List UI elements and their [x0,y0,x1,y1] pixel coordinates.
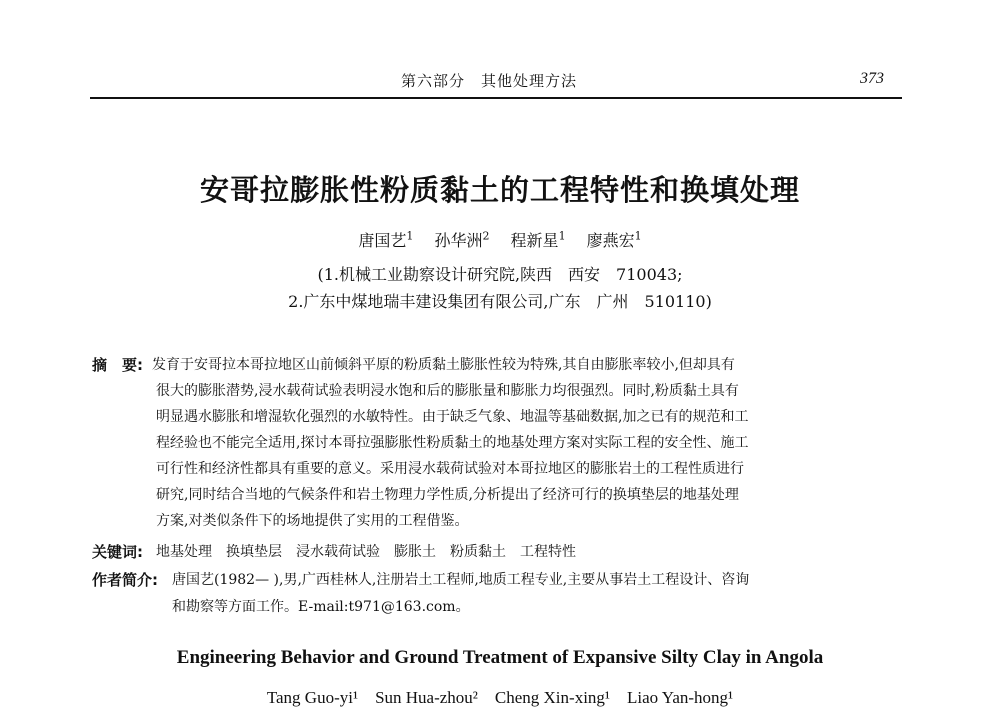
abstract-line: 方案,对类似条件下的场地提供了实用的工程借鉴。 [156,513,469,529]
affiliation-line: (1.机械工业勘察设计研究院,陕西 西安 710043; [317,265,683,284]
abstract-label: 摘 要: [92,356,143,374]
abstract-line: 明显遇水膨胀和增湿软化强烈的水敏特性。由于缺乏气象、地温等基础数据,加之已有的规范和工 [156,409,749,425]
keywords-text: 地基处理 换填垫层 浸水载荷试验 膨胀土 粉质黏土 工程特性 [156,544,576,560]
author-list [0,228,1000,251]
author: 唐国艺$^1$ [358,229,414,250]
english-title: Engineering Behavior and Ground Treatment of Expansive Silty Clay in Angola [176,647,824,668]
running-header-section: 第六部分 其他处理方法 [401,72,578,90]
author-bio-line: 唐国艺(1982— ),男,广西桂林人,注册岩土工程师,地质工程专业,主要从事岩土工程设计、咨询 [172,572,750,588]
abstract-line: 发育于安哥拉本哥拉地区山前倾斜平原的粉质黏土膨胀性较为特殊,其自由膨胀率较小,但却具有 [152,357,735,373]
author: 廖燕宏$^1$ [586,229,642,250]
abstract-line: 可行性和经济性都具有重要的意义。采用浸水载荷试验对本哥拉地区的膨胀岩土的工程性质进行 [156,461,744,477]
author-bio-label: 作者简介: [92,571,158,589]
abstract-line: 很大的膨胀潜势,浸水载荷试验表明浸水饱和后的膨胀量和膨胀力均很强烈。同时,粉质黏土具有 [156,383,739,399]
author: 程新星$^1$ [510,229,566,250]
page-number: 373 [860,70,884,87]
keywords-label: 关键词: [92,543,143,561]
header-rule [90,97,902,99]
english-authors: Tang Guo-yi¹ Sun Hua-zhou² Cheng Xin-xing¹ Liao Yan-hong¹ [266,688,734,707]
abstract-line: 研究,同时结合当地的气候条件和岩土物理力学性质,分析提出了经济可行的换填垫层的地基处理 [156,487,739,503]
author-bio-line: 和勘察等方面工作。E-mail:t971@163.com。 [172,599,470,615]
affiliation-line: 2.广东中煤地瑞丰建设集团有限公司,广东 广州 510110) [288,292,712,311]
paper-title: 安哥拉膨胀性粉质黏土的工程特性和换填处理 [199,173,800,207]
abstract-line: 程经验也不能完全适用,探讨本哥拉强膨胀性粉质黏土的地基处理方案对实际工程的安全性、施工 [156,435,749,451]
author: 孙华洲$^2$ [434,229,490,250]
